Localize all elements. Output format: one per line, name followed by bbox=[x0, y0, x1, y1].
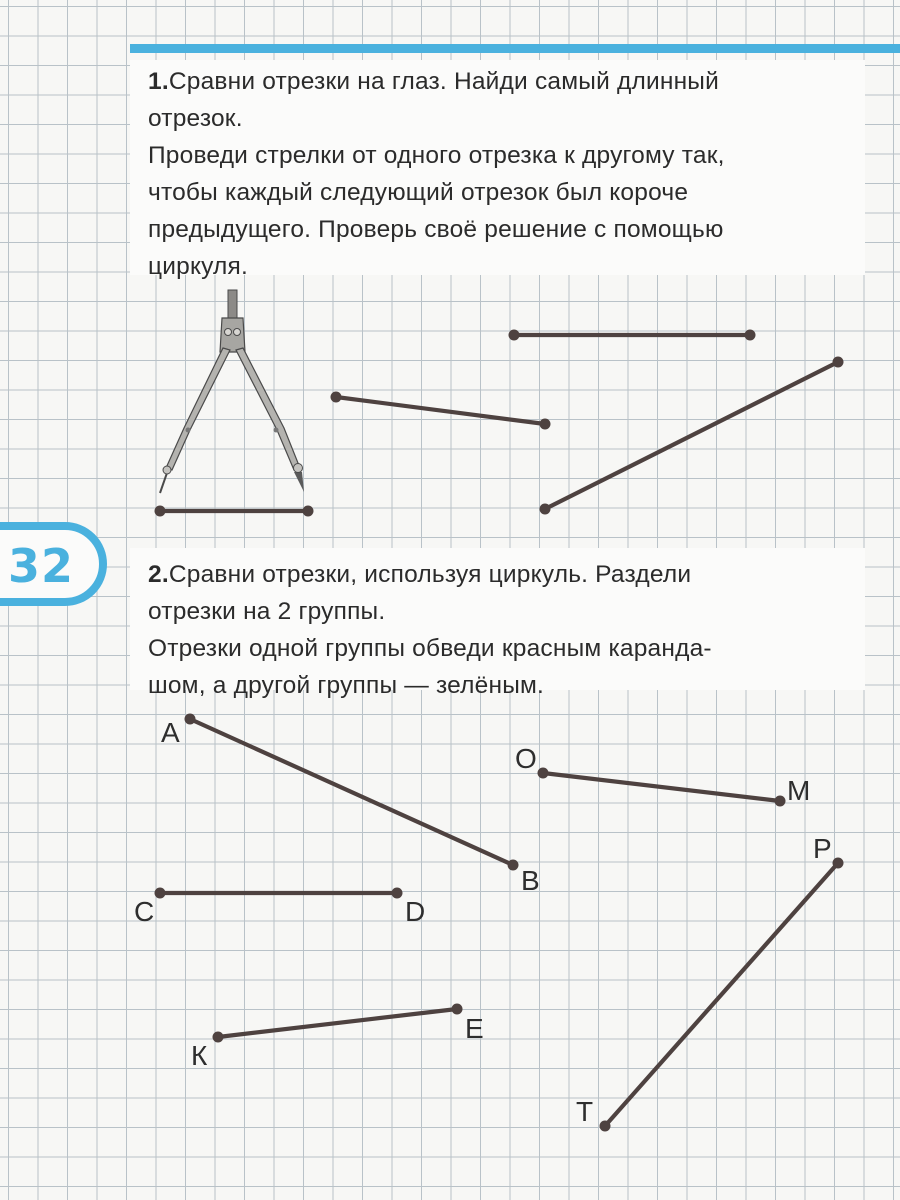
segment-ke[interactable] bbox=[213, 1004, 463, 1043]
task1-segment-bottom[interactable] bbox=[155, 506, 314, 517]
label-m: М bbox=[787, 775, 811, 806]
task1-segment-middle[interactable] bbox=[331, 392, 551, 430]
label-t: Т bbox=[576, 1096, 594, 1127]
label-p: Р bbox=[813, 833, 832, 864]
label-o: О bbox=[515, 743, 537, 774]
label-e: Е bbox=[465, 1013, 484, 1044]
label-c: С bbox=[134, 896, 155, 927]
task-1-line-5: предыдущего. Проверь своё решение с помощью bbox=[148, 216, 724, 243]
segment-cd[interactable] bbox=[155, 888, 403, 899]
task-2-line-4: шом, а другой группы — зелёным. bbox=[148, 672, 545, 699]
task-1-number: 1. bbox=[148, 68, 169, 95]
task-2-line-2: отрезки на 2 группы. bbox=[148, 598, 386, 625]
task1-segment-diagonal[interactable] bbox=[540, 357, 844, 515]
task-1-line-4: чтобы каждый следующий отрезок был короче bbox=[148, 179, 689, 206]
task-2-line-3: Отрезки одной группы обведи красным каранда- bbox=[148, 635, 712, 662]
label-a: А bbox=[161, 717, 180, 748]
task-1-line-3: Проведи стрелки от одного отрезка к другому так, bbox=[148, 142, 725, 169]
task-2-text-1: Сравни отрезки, используя циркуль. Раздели bbox=[168, 561, 692, 588]
task-2-number: 2. bbox=[148, 561, 169, 588]
segment-om[interactable] bbox=[538, 768, 786, 807]
task-1-text-1: Сравни отрезки на глаз. Найди самый длинный bbox=[168, 68, 719, 95]
compass-icon bbox=[160, 290, 304, 493]
segment-pt[interactable] bbox=[600, 858, 844, 1132]
label-k: К bbox=[191, 1040, 208, 1071]
label-d: D bbox=[405, 896, 426, 927]
task1-segment-top[interactable] bbox=[509, 330, 756, 341]
page-number: 32 bbox=[8, 539, 75, 593]
segment-ab[interactable] bbox=[185, 714, 519, 871]
task-1-line-2: отрезок. bbox=[148, 105, 243, 132]
task-1-line-6: циркуля. bbox=[148, 253, 249, 280]
label-b: В bbox=[521, 865, 540, 896]
